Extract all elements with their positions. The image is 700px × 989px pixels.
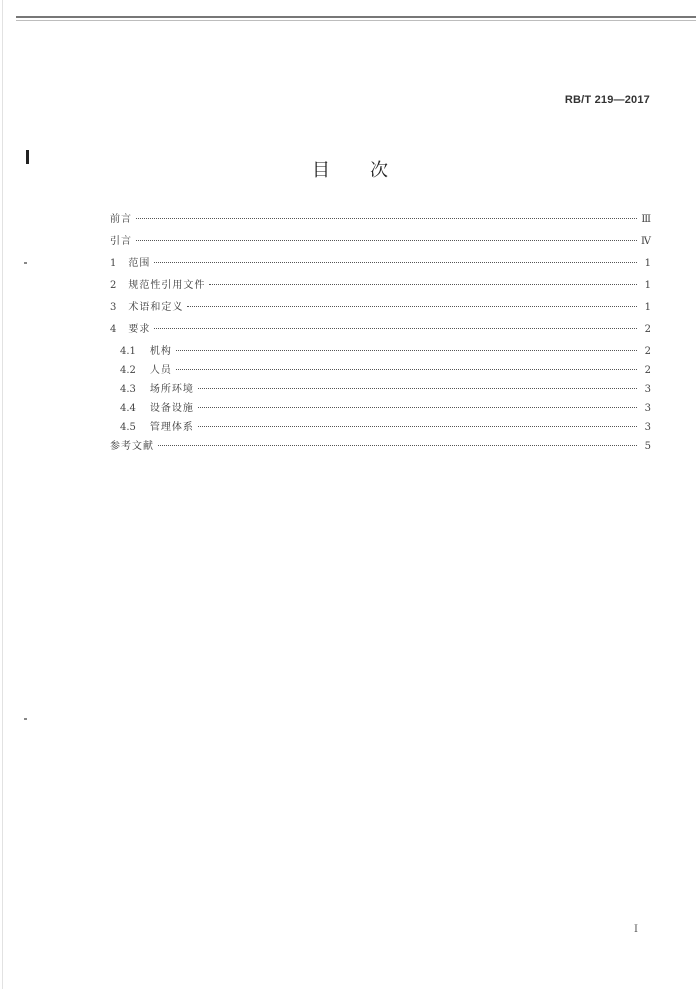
toc-entry-text: 前言 [110,214,132,225]
toc-leader [187,306,637,307]
toc-entry-personnel[interactable] [110,361,651,380]
toc-entry-page: 3 [644,422,651,433]
toc-leader [176,369,637,370]
toc-entry-number: 2 [110,280,117,291]
toc-leader [198,388,637,389]
toc-entry-requirements[interactable] [110,320,651,342]
toc-entry-page: 1 [644,302,651,313]
toc-entry-terms-definitions[interactable] [110,298,651,320]
toc-entry-text: 引言 [110,236,132,247]
toc-entry-page: 3 [644,403,651,414]
toc-entry-organization[interactable] [110,342,651,361]
toc-leader [136,218,637,219]
toc-entry-text: 范围 [128,258,151,269]
toc-entry-bibliography[interactable] [110,437,651,459]
toc-entry-scope[interactable] [110,254,651,276]
toc-entry-page: 2 [644,365,651,376]
toc-entry-number: 1 [110,258,117,269]
toc-entry-page: 5 [644,441,651,452]
toc-entry-text: 设备设施 [149,403,194,414]
toc-leader [158,445,637,446]
toc-title: 目次 [312,160,428,181]
toc-entry-text: 要求 [128,324,151,335]
toc-entry-page: 1 [644,280,651,291]
page-number: I [634,924,638,935]
header-rule-shadow [16,20,696,21]
toc-entry-text: 规范性引用文件 [128,280,206,291]
toc-leader [198,407,637,408]
toc-entry-management-system[interactable] [110,418,651,437]
toc-entry-equipment-facilities[interactable] [110,399,651,418]
toc-entry-text: 管理体系 [149,422,194,433]
header-rule [16,16,696,18]
toc-entry-page: 1 [644,258,651,269]
toc-entry-number: 4.1 [120,346,136,357]
toc-leader [176,350,637,351]
toc-leader [198,426,637,427]
toc-entry-page: 3 [644,384,651,395]
toc-leader [154,262,637,263]
toc-entry-number: 4.3 [120,384,136,395]
toc-entry-number: 4.2 [120,365,136,376]
scan-left-edge [2,0,3,989]
toc-entry-preface[interactable] [110,210,651,232]
toc-entry-text: 人员 [149,365,172,376]
toc-leader [209,284,637,285]
toc-entry-text: 机构 [149,346,172,357]
toc-entry-normative-references[interactable] [110,276,651,298]
toc-entry-number: 4.5 [120,422,136,433]
toc-entry-page: Ⅲ [641,214,651,225]
scan-speck [24,718,27,720]
toc-entry-premises-environment[interactable] [110,380,651,399]
toc-leader [136,240,637,241]
toc-entry-number: 4 [110,324,117,335]
standard-code: RB/T 219—2017 [564,94,650,106]
toc-entry-text: 术语和定义 [128,302,184,313]
toc-entry-number: 3 [110,302,117,313]
scan-speck [24,262,27,264]
toc-entry-number: 4.4 [120,403,136,414]
toc-entry-text: 场所环境 [149,384,194,395]
toc-entry-page: 2 [644,324,651,335]
toc-entry-introduction[interactable] [110,232,651,254]
toc-entry-page: Ⅳ [641,236,651,247]
toc-entry-page: 2 [644,346,651,357]
table-of-contents [110,210,651,459]
toc-leader [154,328,637,329]
toc-entry-text: 参考文献 [110,441,154,452]
